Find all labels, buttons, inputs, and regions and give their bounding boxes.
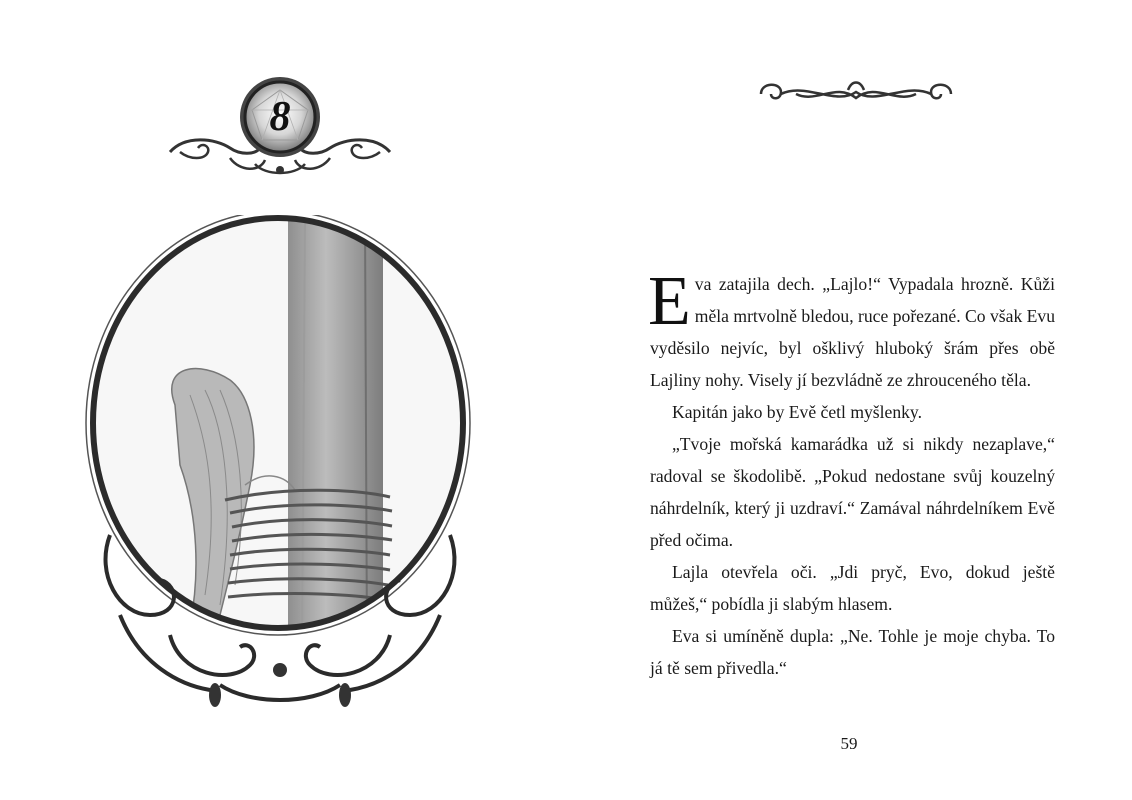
body-text — [648, 263, 1055, 684]
scroll-flourish-icon — [756, 72, 956, 112]
ornament — [756, 72, 956, 112]
chapter-illustration — [80, 215, 490, 725]
paragraph: „Tvoje mořská kamarádka už si nikdy nezaplave,“ radoval se škodolibě. „Pokud nedostane svůj kouzelný náhrdelník, který ji uzdraví.“ Zamával náhrdelníkem Evě před očima. — [650, 434, 1055, 550]
right-page — [566, 0, 1132, 800]
drop-cap: E — [648, 263, 691, 340]
chapter-badge — [160, 60, 400, 190]
paragraph: Kapitán jako by Evě četl myšlenky. — [672, 402, 922, 422]
girl-tied-to-mast-illustration — [80, 215, 490, 725]
paragraph: Eva si umíněně dupla: „Ne. Tohle je moje chyba. To já tě sem přivedla.“ — [650, 626, 1055, 678]
chapter-number: 8 — [269, 94, 291, 140]
paragraph: Eva zatajila dech. „Lajlo!“ Vypadala hrozně. Kůži měla mrtvolně bledou, ruce pořezané. Co však Evu vyděsilo nejvíc, byl ošklivý hluboký šrám přes obě Lajliny nohy. Visely jí bezvládně ze zhrouceného těla. — [648, 263, 1055, 390]
paragraph: Lajla otevřela oči. „Jdi pryč, Evo, dokud ještě můžeš,“ pobídla ji slabým hlasem. — [650, 562, 1055, 614]
page-number: 59 — [840, 734, 858, 753]
